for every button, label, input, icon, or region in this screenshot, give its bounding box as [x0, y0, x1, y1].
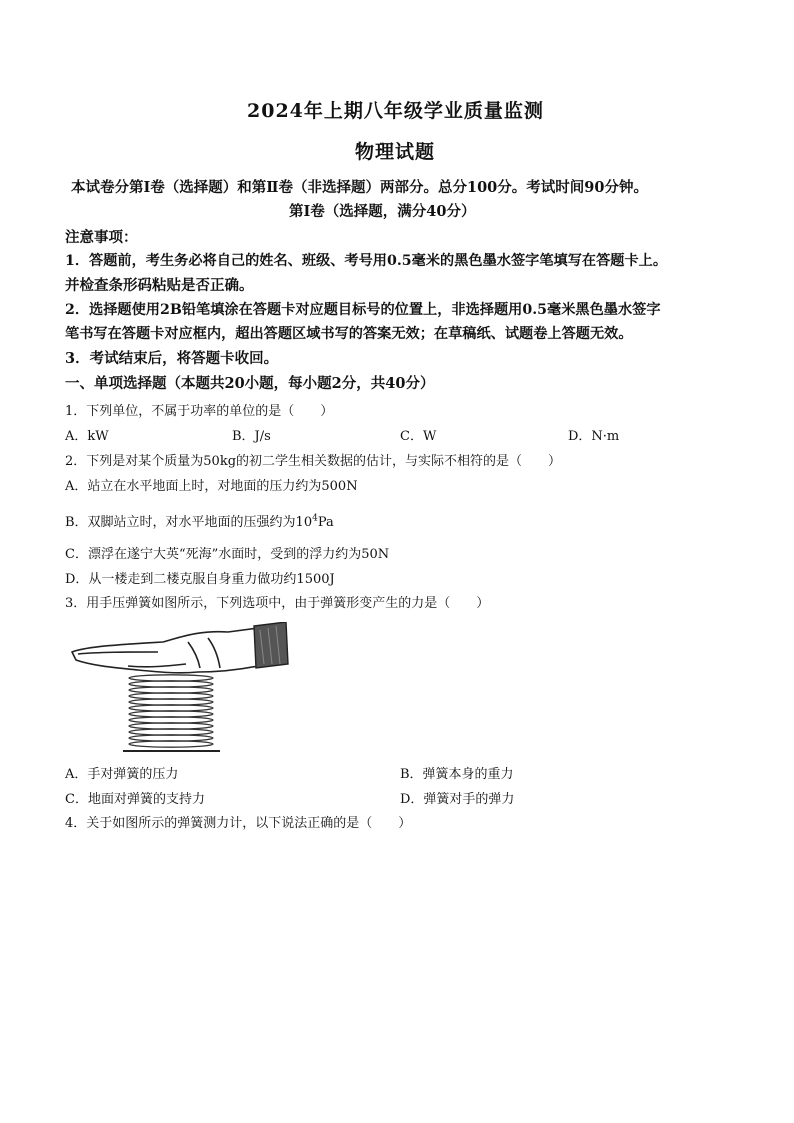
note-3: 3．考试结束后，将答题卡收回。: [65, 350, 279, 367]
question-1-option-c: C．W: [400, 429, 437, 444]
question-1-option-a: A．kW: [65, 429, 109, 444]
note-2-line-1: 2．选择题使用2B铅笔填涂在答题卡对应题目标号的位置上，非选择题用0.5毫米黑色墨水签字: [65, 302, 661, 318]
exam-title: 2024年上期八年级学业质量监测: [247, 100, 544, 122]
question-3-option-b: B．弹簧本身的重力: [400, 767, 514, 782]
question-3-option-d: D．弹簧对手的弹力: [400, 792, 515, 807]
question-2-option-b-unit: Pa: [317, 515, 334, 530]
question-1-option-d: D．N·m: [568, 429, 620, 444]
spring-coils: [129, 675, 213, 747]
notes-heading: 注意事项：: [65, 229, 138, 246]
hand-pressing-spring-figure: [68, 622, 290, 758]
note-1-line-2: 并检查条形码粘贴是否正确。: [65, 277, 254, 294]
question-2-option-c: C．漂浮在遂宁大英“死海”水面时，受到的浮力约为50N: [65, 547, 390, 562]
question-3-option-c: C．地面对弹簧的支持力: [65, 792, 205, 807]
exam-subtitle: 物理试题: [355, 141, 436, 163]
question-3-option-a: A．手对弹簧的压力: [65, 767, 179, 782]
question-1-stem: 1．下列单位，不属于功率的单位的是（ ）: [65, 404, 334, 419]
note-1-line-1: 1．答题前，考生务必将自己的姓名、班级、考号用0.5毫米的黑色墨水签字笔填写在答题卡上。: [65, 253, 668, 269]
question-2-option-b: [65, 511, 334, 530]
section-1-heading: 一、单项选择题（本题共20小题，每小题2分，共40分）: [65, 375, 435, 392]
question-1-option-b: B．J/s: [232, 429, 271, 444]
question-2-option-b-text: B．双脚站立时，对水平地面的压强约为10: [65, 515, 313, 530]
question-2-option-b-exponent: 4: [312, 513, 318, 524]
part-one-heading: 第Ⅰ卷（选择题，满分40分）: [289, 203, 476, 220]
exam-intro: 本试卷分第Ⅰ卷（选择题）和第Ⅱ卷（非选择题）两部分。总分100分。考试时间90分钟。: [71, 179, 648, 196]
hand-illustration: [72, 628, 258, 673]
sleeve-illustration: [254, 622, 288, 668]
note-2-line-2: 笔书写在答题卡对应框内，超出答题区域书写的答案无效；在草稿纸、试题卷上答题无效。: [65, 326, 633, 342]
question-2-stem: 2．下列是对某个质量为50kg的初二学生相关数据的估计，与实际不相符的是（ ）: [65, 454, 562, 469]
question-4-stem: 4．关于如图所示的弹簧测力计，以下说法正确的是（ ）: [65, 816, 412, 831]
question-2-option-d: D．从一楼走到二楼克服自身重力做功约1500J: [65, 572, 335, 587]
question-2-option-a: A．站立在水平地面上时，对地面的压力约为500N: [65, 479, 358, 494]
question-3-stem: 3．用手压弹簧如图所示，下列选项中，由于弹簧形变产生的力是（ ）: [65, 596, 490, 611]
